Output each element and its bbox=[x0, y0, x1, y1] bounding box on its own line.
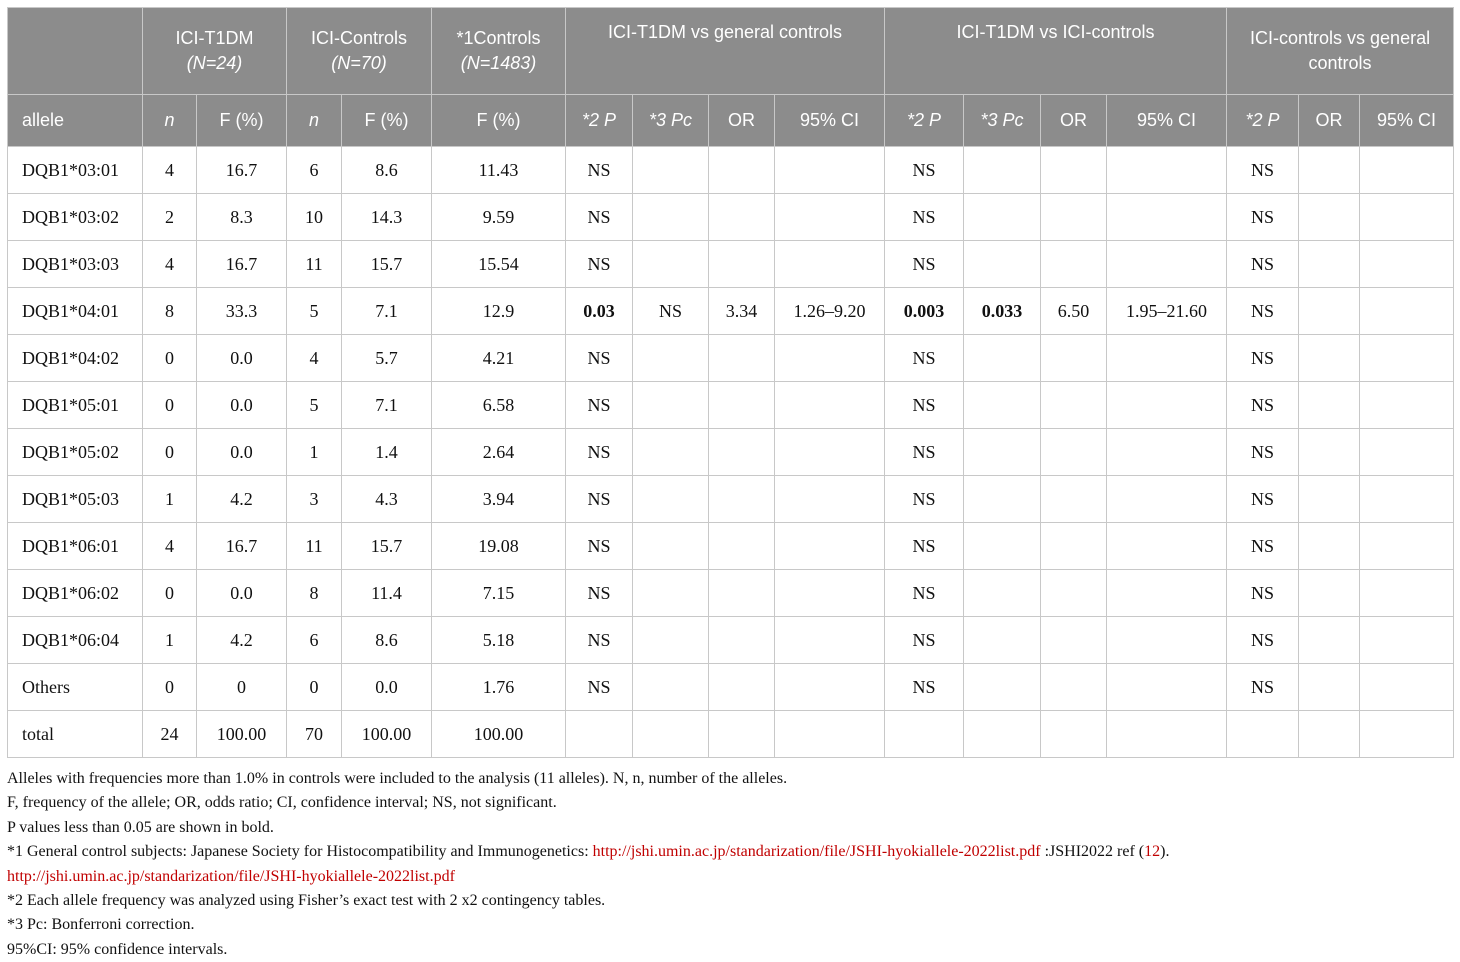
data-cell: 7.1 bbox=[342, 382, 432, 429]
col-header-pc: *3 Pc bbox=[633, 95, 709, 147]
data-cell bbox=[709, 335, 775, 382]
data-cell: 24 bbox=[143, 711, 197, 758]
data-cell: 11 bbox=[287, 241, 342, 288]
jshi-link-repeat[interactable]: http://jshi.umin.ac.jp/standarization/file/JSHI-hyokiallele-2022list.pdf bbox=[7, 867, 455, 885]
data-cell bbox=[709, 523, 775, 570]
table-row bbox=[8, 617, 1454, 664]
data-cell: 7.1 bbox=[342, 288, 432, 335]
data-cell bbox=[633, 335, 709, 382]
data-cell bbox=[775, 617, 885, 664]
data-cell bbox=[1360, 570, 1454, 617]
data-cell: NS bbox=[885, 335, 964, 382]
allele-name-cell: DQB1*04:01 bbox=[8, 288, 143, 335]
data-cell: NS bbox=[566, 617, 633, 664]
data-cell bbox=[1360, 664, 1454, 711]
allele-name-cell: DQB1*06:04 bbox=[8, 617, 143, 664]
header-column-row bbox=[8, 95, 1454, 147]
group-title: *1Controls bbox=[456, 28, 541, 48]
data-cell bbox=[1360, 523, 1454, 570]
table-row bbox=[8, 711, 1454, 758]
data-cell: NS bbox=[885, 523, 964, 570]
data-cell bbox=[633, 523, 709, 570]
allele-name-cell: DQB1*05:01 bbox=[8, 382, 143, 429]
data-cell: NS bbox=[1227, 570, 1299, 617]
data-cell bbox=[1107, 147, 1227, 194]
table-row bbox=[8, 335, 1454, 382]
header-group-general-controls bbox=[432, 8, 566, 95]
data-cell bbox=[964, 194, 1041, 241]
header-comparison-t1dm-vs-ici: ICI-T1DM vs ICI-controls bbox=[885, 8, 1227, 95]
data-cell bbox=[1299, 617, 1360, 664]
data-cell: 10 bbox=[287, 194, 342, 241]
data-cell bbox=[775, 664, 885, 711]
data-cell bbox=[775, 711, 885, 758]
data-cell: 6.58 bbox=[432, 382, 566, 429]
data-cell: 6.50 bbox=[1041, 288, 1107, 335]
data-cell: 0.033 bbox=[964, 288, 1041, 335]
col-header-or: OR bbox=[1299, 95, 1360, 147]
data-cell: 2.64 bbox=[432, 429, 566, 476]
allele-name-cell: total bbox=[8, 711, 143, 758]
data-cell: 0.0 bbox=[197, 570, 287, 617]
data-cell: 11 bbox=[287, 523, 342, 570]
jshi-link[interactable]: http://jshi.umin.ac.jp/standarization/file/JSHI-hyokiallele-2022list.pdf bbox=[592, 843, 1041, 861]
data-cell bbox=[775, 194, 885, 241]
data-cell bbox=[964, 335, 1041, 382]
col-header-n: n bbox=[143, 95, 197, 147]
table-row bbox=[8, 570, 1454, 617]
data-cell bbox=[775, 382, 885, 429]
group-count: (N=24) bbox=[186, 53, 243, 73]
data-cell bbox=[709, 194, 775, 241]
data-cell bbox=[1107, 711, 1227, 758]
data-cell bbox=[964, 523, 1041, 570]
data-cell bbox=[1299, 147, 1360, 194]
data-cell bbox=[1041, 147, 1107, 194]
data-cell: 3.34 bbox=[709, 288, 775, 335]
data-cell: 0 bbox=[287, 664, 342, 711]
data-cell bbox=[1107, 617, 1227, 664]
data-cell: 1 bbox=[143, 617, 197, 664]
data-cell bbox=[1360, 241, 1454, 288]
allele-frequency-table bbox=[7, 7, 1454, 758]
data-cell: 0.0 bbox=[197, 429, 287, 476]
data-cell bbox=[633, 664, 709, 711]
table-row bbox=[8, 523, 1454, 570]
data-cell bbox=[709, 617, 775, 664]
footnote-bold: P values less than 0.05 are shown in bold. bbox=[7, 818, 274, 836]
data-cell: 15.54 bbox=[432, 241, 566, 288]
table-row bbox=[8, 288, 1454, 335]
data-cell: 6 bbox=[287, 617, 342, 664]
data-cell bbox=[1107, 523, 1227, 570]
data-cell bbox=[1041, 570, 1107, 617]
data-cell: 4.2 bbox=[197, 476, 287, 523]
data-cell bbox=[1299, 570, 1360, 617]
reference-link[interactable]: 12 bbox=[1144, 843, 1161, 861]
data-cell: 4 bbox=[143, 147, 197, 194]
data-cell: NS bbox=[1227, 523, 1299, 570]
data-cell bbox=[775, 429, 885, 476]
allele-name-cell: Others bbox=[8, 664, 143, 711]
data-cell: 0.03 bbox=[566, 288, 633, 335]
data-cell: 0 bbox=[143, 382, 197, 429]
footnote-fisher-test: *2 Each allele frequency was analyzed using Fisher’s exact test with 2 x2 contingency tables. bbox=[7, 892, 606, 910]
data-cell bbox=[885, 711, 964, 758]
data-cell bbox=[1360, 617, 1454, 664]
col-header-allele: allele bbox=[8, 95, 143, 147]
data-cell bbox=[1107, 335, 1227, 382]
allele-name-cell: DQB1*06:02 bbox=[8, 570, 143, 617]
data-cell: 9.59 bbox=[432, 194, 566, 241]
allele-name-cell: DQB1*03:01 bbox=[8, 147, 143, 194]
data-cell bbox=[1107, 194, 1227, 241]
data-cell bbox=[1107, 429, 1227, 476]
data-cell bbox=[1041, 617, 1107, 664]
data-cell: NS bbox=[1227, 382, 1299, 429]
col-header-freq: F (%) bbox=[197, 95, 287, 147]
data-cell: NS bbox=[885, 241, 964, 288]
data-cell: NS bbox=[885, 147, 964, 194]
data-cell bbox=[1107, 382, 1227, 429]
data-cell: 11.43 bbox=[432, 147, 566, 194]
col-header-ci: 95% CI bbox=[1107, 95, 1227, 147]
data-cell: NS bbox=[885, 382, 964, 429]
data-cell: NS bbox=[1227, 194, 1299, 241]
col-header-or: OR bbox=[709, 95, 775, 147]
data-cell bbox=[775, 476, 885, 523]
data-cell bbox=[964, 617, 1041, 664]
data-cell bbox=[1107, 476, 1227, 523]
data-cell bbox=[1041, 429, 1107, 476]
data-cell bbox=[633, 711, 709, 758]
allele-name-cell: DQB1*05:03 bbox=[8, 476, 143, 523]
data-cell: 0.0 bbox=[342, 664, 432, 711]
table-row bbox=[8, 194, 1454, 241]
data-cell bbox=[1041, 382, 1107, 429]
allele-name-cell: DQB1*04:02 bbox=[8, 335, 143, 382]
data-cell bbox=[633, 617, 709, 664]
data-cell: 1 bbox=[287, 429, 342, 476]
header-group-ici-controls bbox=[287, 8, 432, 95]
data-cell: NS bbox=[885, 194, 964, 241]
footnote-abbreviations: F, frequency of the allele; OR, odds ratio; CI, confidence interval; NS, not significant. bbox=[7, 794, 557, 812]
data-cell bbox=[1360, 194, 1454, 241]
header-empty-cell bbox=[8, 8, 143, 95]
data-cell: 8 bbox=[287, 570, 342, 617]
data-cell: NS bbox=[1227, 288, 1299, 335]
data-cell bbox=[1299, 335, 1360, 382]
data-cell: NS bbox=[566, 664, 633, 711]
data-cell: 3.94 bbox=[432, 476, 566, 523]
table-row bbox=[8, 429, 1454, 476]
data-cell: 0 bbox=[143, 664, 197, 711]
data-cell: NS bbox=[566, 476, 633, 523]
data-cell bbox=[775, 335, 885, 382]
footnote-text: *1 General control subjects: Japanese Society for Histocompatibility and Immunogenetics: bbox=[7, 843, 593, 861]
footnote-url-line bbox=[7, 865, 1453, 889]
data-cell: 33.3 bbox=[197, 288, 287, 335]
data-cell bbox=[1360, 335, 1454, 382]
allele-name-cell: DQB1*03:02 bbox=[8, 194, 143, 241]
data-cell bbox=[633, 241, 709, 288]
data-cell: 5.18 bbox=[432, 617, 566, 664]
data-cell: 0 bbox=[143, 335, 197, 382]
data-cell: NS bbox=[885, 617, 964, 664]
table-body bbox=[8, 147, 1454, 758]
data-cell: NS bbox=[1227, 617, 1299, 664]
data-cell bbox=[1041, 523, 1107, 570]
data-cell: 0 bbox=[197, 664, 287, 711]
data-cell bbox=[1107, 664, 1227, 711]
data-cell bbox=[775, 241, 885, 288]
data-cell: NS bbox=[566, 429, 633, 476]
data-cell: 14.3 bbox=[342, 194, 432, 241]
data-cell: 0.003 bbox=[885, 288, 964, 335]
data-cell: 19.08 bbox=[432, 523, 566, 570]
data-cell bbox=[775, 570, 885, 617]
data-cell: NS bbox=[885, 570, 964, 617]
data-cell bbox=[633, 476, 709, 523]
data-cell: 3 bbox=[287, 476, 342, 523]
data-cell bbox=[709, 147, 775, 194]
data-cell bbox=[709, 476, 775, 523]
data-cell: NS bbox=[566, 335, 633, 382]
data-cell bbox=[964, 147, 1041, 194]
data-cell bbox=[1299, 523, 1360, 570]
allele-name-cell: DQB1*05:02 bbox=[8, 429, 143, 476]
table-row bbox=[8, 664, 1454, 711]
footnote-bonferroni: *3 Pc: Bonferroni correction. bbox=[7, 916, 195, 934]
data-cell: 16.7 bbox=[197, 147, 287, 194]
table-row bbox=[8, 241, 1454, 288]
data-cell bbox=[1299, 476, 1360, 523]
data-cell: 0.0 bbox=[197, 382, 287, 429]
col-header-pc: *3 Pc bbox=[964, 95, 1041, 147]
data-cell: 4.2 bbox=[197, 617, 287, 664]
data-cell bbox=[1299, 711, 1360, 758]
data-cell bbox=[964, 664, 1041, 711]
data-cell: 5 bbox=[287, 382, 342, 429]
data-cell: NS bbox=[566, 382, 633, 429]
data-cell: 100.00 bbox=[197, 711, 287, 758]
header-group-ici-t1dm bbox=[143, 8, 287, 95]
data-cell bbox=[1041, 711, 1107, 758]
data-cell bbox=[1041, 194, 1107, 241]
data-cell: NS bbox=[1227, 664, 1299, 711]
data-cell bbox=[1041, 335, 1107, 382]
data-cell bbox=[1107, 570, 1227, 617]
col-header-ci: 95% CI bbox=[775, 95, 885, 147]
data-cell: 6 bbox=[287, 147, 342, 194]
data-cell: NS bbox=[1227, 335, 1299, 382]
data-cell: 1.95–21.60 bbox=[1107, 288, 1227, 335]
data-cell: 1.76 bbox=[432, 664, 566, 711]
col-header-p: *2 P bbox=[566, 95, 633, 147]
data-cell: NS bbox=[1227, 241, 1299, 288]
group-count: (N=1483) bbox=[460, 53, 537, 73]
data-cell bbox=[1360, 382, 1454, 429]
data-cell bbox=[1299, 382, 1360, 429]
data-cell bbox=[1360, 147, 1454, 194]
data-cell bbox=[964, 711, 1041, 758]
col-header-n: n bbox=[287, 95, 342, 147]
data-cell: 0.0 bbox=[197, 335, 287, 382]
header-group-row bbox=[8, 8, 1454, 95]
data-cell bbox=[709, 570, 775, 617]
table-row bbox=[8, 382, 1454, 429]
data-cell bbox=[1227, 711, 1299, 758]
data-cell: 0 bbox=[143, 429, 197, 476]
col-header-freq: F (%) bbox=[432, 95, 566, 147]
data-cell: 8 bbox=[143, 288, 197, 335]
data-cell: 11.4 bbox=[342, 570, 432, 617]
table-row bbox=[8, 476, 1454, 523]
data-cell bbox=[709, 664, 775, 711]
data-cell: NS bbox=[885, 476, 964, 523]
data-cell: 2 bbox=[143, 194, 197, 241]
data-cell: 12.9 bbox=[432, 288, 566, 335]
data-cell: 4 bbox=[287, 335, 342, 382]
data-cell: 7.15 bbox=[432, 570, 566, 617]
data-cell bbox=[709, 382, 775, 429]
data-cell bbox=[964, 429, 1041, 476]
data-cell: 100.00 bbox=[432, 711, 566, 758]
data-cell bbox=[1360, 288, 1454, 335]
footnote-alleles: Alleles with frequencies more than 1.0% in controls were included to the analysis (11 alleles). N, n, number of the alleles. bbox=[7, 770, 788, 787]
data-cell bbox=[633, 382, 709, 429]
data-cell bbox=[775, 147, 885, 194]
data-cell: 5 bbox=[287, 288, 342, 335]
data-cell: 1.26–9.20 bbox=[775, 288, 885, 335]
data-cell bbox=[1299, 429, 1360, 476]
group-count: (N=70) bbox=[331, 53, 387, 73]
data-cell: NS bbox=[1227, 429, 1299, 476]
data-cell bbox=[1299, 288, 1360, 335]
data-cell: NS bbox=[566, 194, 633, 241]
data-cell: NS bbox=[566, 241, 633, 288]
group-title: ICI-Controls bbox=[310, 28, 408, 48]
data-cell: 16.7 bbox=[197, 523, 287, 570]
results-table-container bbox=[7, 7, 1453, 962]
data-cell bbox=[709, 241, 775, 288]
header-comparison-ici-vs-general: ICI-controls vs general controls bbox=[1227, 8, 1454, 95]
data-cell: 8.3 bbox=[197, 194, 287, 241]
data-cell: 4 bbox=[143, 523, 197, 570]
data-cell bbox=[964, 382, 1041, 429]
data-cell: NS bbox=[885, 429, 964, 476]
data-cell: NS bbox=[1227, 147, 1299, 194]
data-cell bbox=[1041, 241, 1107, 288]
footnote-general-controls bbox=[7, 840, 1453, 864]
col-header-p: *2 P bbox=[1227, 95, 1299, 147]
footnote-text: :JSHI2022 ref ( bbox=[1040, 843, 1145, 861]
data-cell: NS bbox=[633, 288, 709, 335]
col-header-ci: 95% CI bbox=[1360, 95, 1454, 147]
data-cell bbox=[709, 711, 775, 758]
data-cell: 15.7 bbox=[342, 523, 432, 570]
data-cell: NS bbox=[566, 147, 633, 194]
data-cell bbox=[1360, 429, 1454, 476]
data-cell: 8.6 bbox=[342, 617, 432, 664]
data-cell: 1.4 bbox=[342, 429, 432, 476]
data-cell: 16.7 bbox=[197, 241, 287, 288]
header-comparison-t1dm-vs-general: ICI-T1DM vs general controls bbox=[566, 8, 885, 95]
data-cell: NS bbox=[885, 664, 964, 711]
data-cell bbox=[709, 429, 775, 476]
data-cell: 100.00 bbox=[342, 711, 432, 758]
data-cell bbox=[964, 476, 1041, 523]
data-cell bbox=[633, 429, 709, 476]
data-cell bbox=[964, 241, 1041, 288]
data-cell bbox=[1107, 241, 1227, 288]
data-cell bbox=[1041, 476, 1107, 523]
col-header-or: OR bbox=[1041, 95, 1107, 147]
table-footnotes bbox=[7, 767, 1453, 962]
data-cell: 4.21 bbox=[432, 335, 566, 382]
data-cell bbox=[633, 147, 709, 194]
data-cell bbox=[633, 194, 709, 241]
table-row bbox=[8, 147, 1454, 194]
footnote-text: ). bbox=[1160, 843, 1170, 861]
data-cell bbox=[633, 570, 709, 617]
data-cell: 70 bbox=[287, 711, 342, 758]
data-cell: NS bbox=[1227, 476, 1299, 523]
col-header-freq: F (%) bbox=[342, 95, 432, 147]
data-cell: 8.6 bbox=[342, 147, 432, 194]
footnote-ci: 95%CI: 95% confidence intervals. bbox=[7, 940, 228, 958]
group-title: ICI-T1DM bbox=[175, 28, 254, 48]
data-cell: 4 bbox=[143, 241, 197, 288]
data-cell: 5.7 bbox=[342, 335, 432, 382]
allele-name-cell: DQB1*03:03 bbox=[8, 241, 143, 288]
data-cell bbox=[1299, 664, 1360, 711]
data-cell bbox=[1299, 194, 1360, 241]
col-header-p: *2 P bbox=[885, 95, 964, 147]
data-cell: 15.7 bbox=[342, 241, 432, 288]
data-cell bbox=[1360, 476, 1454, 523]
data-cell: NS bbox=[566, 570, 633, 617]
data-cell bbox=[566, 711, 633, 758]
data-cell: 0 bbox=[143, 570, 197, 617]
data-cell: 4.3 bbox=[342, 476, 432, 523]
data-cell bbox=[1360, 711, 1454, 758]
data-cell bbox=[1299, 241, 1360, 288]
data-cell bbox=[964, 570, 1041, 617]
allele-name-cell: DQB1*06:01 bbox=[8, 523, 143, 570]
data-cell bbox=[775, 523, 885, 570]
data-cell bbox=[1041, 664, 1107, 711]
table-header bbox=[8, 8, 1454, 147]
data-cell: 1 bbox=[143, 476, 197, 523]
data-cell: NS bbox=[566, 523, 633, 570]
